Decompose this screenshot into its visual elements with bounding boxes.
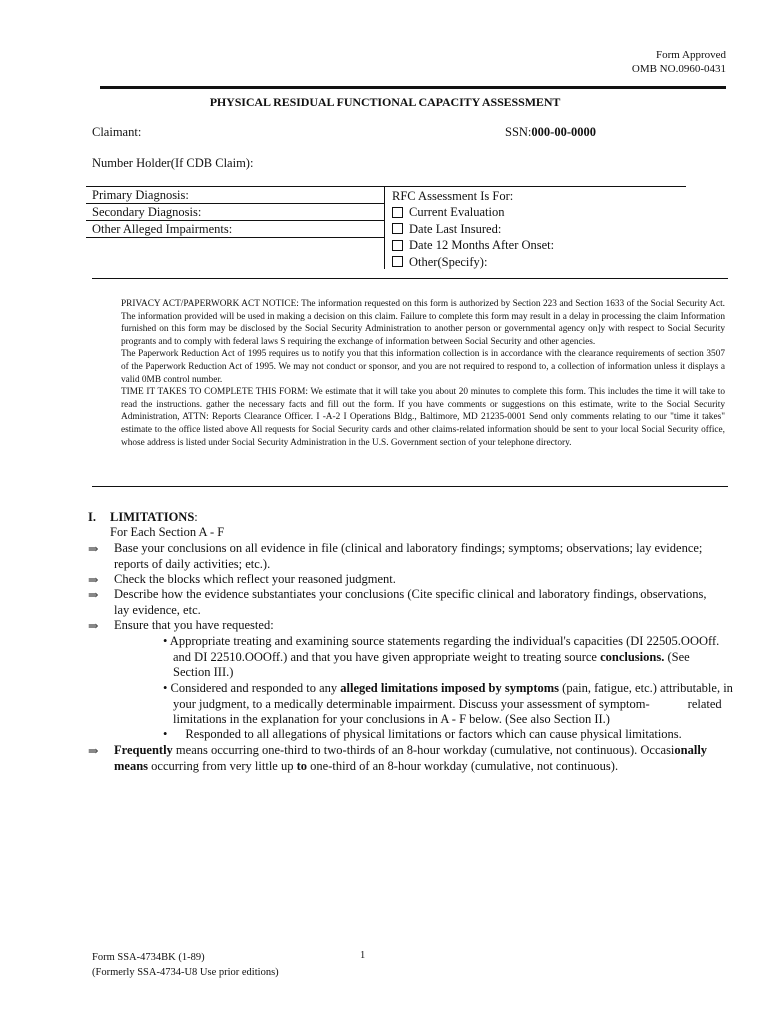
rfc-assessment xyxy=(392,188,554,270)
sub-bullet-treating-sources: • Appropriate treating and examining source statements regarding the individual's capacities (DI 22505.OOOff. and DI 22510.OOOff.) and that you have given appropriate weight to treating source conclusions. (See Section III.) xyxy=(163,634,720,680)
secondary-diagnosis-field[interactable]: Secondary Diagnosis: xyxy=(86,204,384,221)
privacy-notice xyxy=(121,298,725,449)
form-approved: Form Approved xyxy=(656,49,726,61)
rfc-option-other[interactable]: Other(Specify): xyxy=(392,254,554,270)
sub-bullet-symptoms: • Considered and responded to any alleged limitations imposed by symptoms (pain, fatigue, etc.) attributable, in your judgment, to a medically determinable impairment. Discuss your assessment of symptom- related limitations in the explanation for your conclusions in A - F below. (See also Section II.) xyxy=(163,681,733,727)
instruction-ensure-requested: Ensure that you have requested: xyxy=(114,618,274,632)
diagnosis-list xyxy=(86,187,384,238)
box-bottom-rule xyxy=(92,278,728,279)
checkbox[interactable] xyxy=(392,256,403,267)
instruction-check-blocks: Check the blocks which reflect your reasoned judgment. xyxy=(114,572,396,586)
sub-bullet-allegations: • Responded to all allegations of physical limitations or factors which can cause physical limitations. xyxy=(163,727,682,741)
claimant-label: Claimant: xyxy=(92,125,142,139)
diagnosis-rfc-box xyxy=(86,186,686,269)
box-divider xyxy=(384,187,385,269)
ssn-label: SSN: xyxy=(505,125,532,139)
arrow-icon: ⇒ xyxy=(88,573,99,587)
notice-paperwork: The Paperwork Reduction Act of 1995 requires us to notify you that this information collection is in accordance with the clearance requirements of section 3507 of the Paperwork Reduction Act of 1995. We may not conduct or sponsor, and you are not required to respond to, a collection of information unless it displays a valid 0MB control number. xyxy=(121,349,725,385)
page-number: 1 xyxy=(360,950,366,961)
rfc-heading: RFC Assessment Is For: xyxy=(392,189,514,203)
checkbox[interactable] xyxy=(392,240,403,251)
other-impairments-field[interactable]: Other Alleged Impairments: xyxy=(86,221,384,238)
formerly-note: (Formerly SSA-4734-U8 Use prior editions) xyxy=(92,967,279,978)
instruction-frequency-definitions: Frequently means occurring one-third to two-thirds of an 8-hour workday (cumulative, not continuous). Occasionally means occurring from very little up to one-third of an 8-hour workday (cumulative, not continuous). xyxy=(114,743,708,773)
rfc-option-12-months[interactable]: Date 12 Months After Onset: xyxy=(392,237,554,253)
form-number: Form SSA-4734BK (1-89) xyxy=(92,952,205,963)
arrow-icon: ⇒ xyxy=(88,588,99,602)
primary-diagnosis-field[interactable]: Primary Diagnosis: xyxy=(86,187,384,204)
arrow-icon: ⇒ xyxy=(88,619,99,633)
omb-number: OMB NO.0960-0431 xyxy=(631,63,726,75)
checkbox[interactable] xyxy=(392,207,403,218)
notice-time: TIME IT TAKES TO COMPLETE THIS FORM: We estimate that it will take you about 20 minutes to complete this form. This includes the time it will take to read the instructions. gather the necessary facts and fill out the form. If you have comments or suggestions on this estimate, write to the Social Security Administration, ATTN: Reports Clearance Officer. I -A-2 I Operations Bldg., Baltimore, MD 21235-0001 Send only comments relating to our "time it takes" estimate to the office listed above All requests for Social Security cards and other claims-related information should be sent to your local Social Security office, whose address is listed under Social Security Administration in the U.S. Government section of your telephone directory. xyxy=(121,387,725,448)
instruction-describe-evidence: Describe how the evidence substantiates your conclusions (Cite specific clinical and laboratory findings, observations, lay evidence, etc. xyxy=(114,587,707,617)
section-limitations-title: I. LIMITATIONS: xyxy=(88,510,198,524)
ssn-field xyxy=(505,125,596,140)
header-rule xyxy=(100,86,726,89)
for-each-section: For Each Section A - F xyxy=(110,525,225,539)
instruction-base-conclusions: Base your conclusions on all evidence in file (clinical and laboratory findings; symptoms; observations; lay evidence; reports of daily activities; etc.). xyxy=(114,541,703,571)
arrow-icon: ⇒ xyxy=(88,744,99,758)
form-title: PHYSICAL RESIDUAL FUNCTIONAL CAPACITY ASSESSMENT xyxy=(209,95,561,109)
checkbox[interactable] xyxy=(392,223,403,234)
arrow-icon: ⇒ xyxy=(88,542,99,556)
form-footer xyxy=(92,950,279,980)
rfc-option-current[interactable]: Current Evaluation xyxy=(392,204,554,220)
ssn-value: 000-00-0000 xyxy=(531,125,596,139)
rfc-option-date-last-insured[interactable]: Date Last Insured: xyxy=(392,221,554,237)
notice-privacy: PRIVACY ACT/PAPERWORK ACT NOTICE: The information requested on this form is authorized by Section 223 and Section 1633 of the Social Security Act. The information provided will be used in making a decision on this claim. Failure to complete this form may result in a delay in processing the claim Information furnished on this form may be disclosed by the Social Security Administration to another person or governmental agency on]y with respect to Social Security progrants and to comply with federal laws S requiring the exchange of information between Social Security and other agencies. xyxy=(121,299,725,347)
notice-bottom-rule xyxy=(92,486,728,487)
number-holder-label: Number Holder(If CDB Claim): xyxy=(92,156,254,170)
